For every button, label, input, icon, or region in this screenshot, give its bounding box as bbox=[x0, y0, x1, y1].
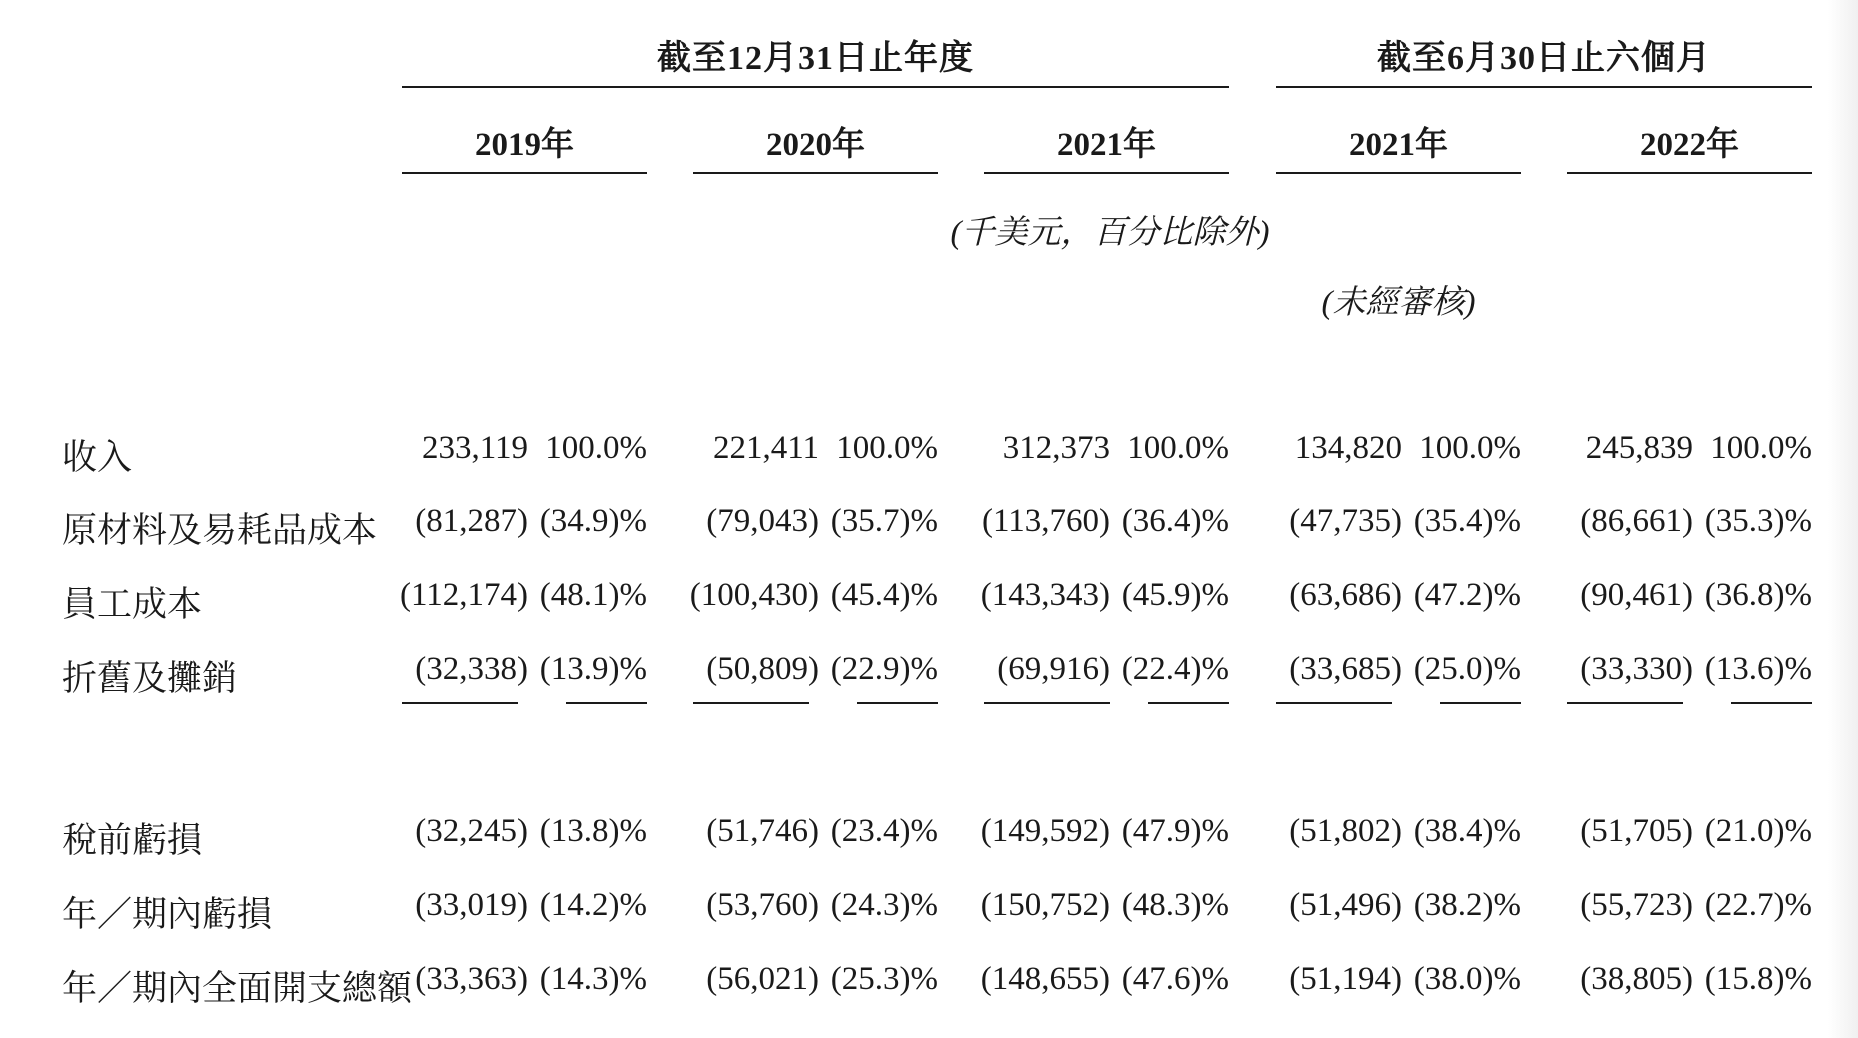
amount-cell: 134,820 bbox=[1294, 430, 1402, 466]
page-edge-shadow bbox=[1828, 0, 1858, 1038]
amount-cell: (69,916) bbox=[997, 651, 1110, 687]
percent-cell: 100.0% bbox=[1127, 430, 1229, 466]
amount-cell: (63,686) bbox=[1289, 577, 1402, 613]
subtotal-rule bbox=[402, 702, 518, 704]
subtotal-rule bbox=[1731, 702, 1812, 704]
amount-cell: (143,343) bbox=[980, 577, 1110, 613]
row-label-loss-for-period: 年／期內虧損 bbox=[62, 895, 273, 934]
percent-cell: (22.9)% bbox=[830, 651, 938, 687]
amount-cell: (32,245) bbox=[415, 813, 528, 849]
percent-cell: (21.0)% bbox=[1704, 813, 1812, 849]
annual-group-header: 截至12月31日止年度 bbox=[657, 40, 974, 77]
year-header-h2021: 2021年 bbox=[1349, 127, 1448, 163]
half-year-group-header: 截至6月30日止六個月 bbox=[1377, 40, 1711, 77]
amount-cell: (33,019) bbox=[415, 887, 528, 923]
year-rule bbox=[984, 172, 1229, 174]
amount-cell: (51,802) bbox=[1289, 813, 1402, 849]
amount-cell: (51,194) bbox=[1289, 961, 1402, 997]
amount-cell: (90,461) bbox=[1580, 577, 1693, 613]
percent-cell: (22.7)% bbox=[1704, 887, 1812, 923]
percent-cell: (34.9)% bbox=[539, 503, 647, 539]
percent-cell: (25.0)% bbox=[1413, 651, 1521, 687]
amount-cell: 312,373 bbox=[1002, 430, 1110, 466]
annual-group-rule bbox=[402, 86, 1229, 88]
percent-cell: (15.8)% bbox=[1704, 961, 1812, 997]
amount-cell: (38,805) bbox=[1580, 961, 1693, 997]
unit-note: (千美元，百分比除外) bbox=[950, 215, 1270, 251]
amount-cell: (113,760) bbox=[981, 503, 1110, 539]
unaudited-note: (未經審核) bbox=[1321, 285, 1476, 321]
amount-cell: (150,752) bbox=[980, 887, 1110, 923]
amount-cell: (148,655) bbox=[980, 961, 1110, 997]
year-header-2021: 2021年 bbox=[1057, 127, 1156, 163]
percent-cell: (47.6)% bbox=[1121, 961, 1229, 997]
amount-cell: (33,363) bbox=[415, 961, 528, 997]
amount-cell: (81,287) bbox=[415, 503, 528, 539]
amount-cell: (33,330) bbox=[1580, 651, 1693, 687]
percent-cell: (36.4)% bbox=[1121, 503, 1229, 539]
year-header-2020: 2020年 bbox=[766, 127, 865, 163]
row-label-staff-costs: 員工成本 bbox=[62, 585, 203, 624]
year-rule bbox=[1276, 172, 1521, 174]
row-label-depreciation: 折舊及攤銷 bbox=[62, 659, 238, 698]
percent-cell: (24.3)% bbox=[830, 887, 938, 923]
percent-cell: (13.8)% bbox=[539, 813, 647, 849]
amount-cell: (112,174) bbox=[399, 577, 528, 613]
amount-cell: (33,685) bbox=[1289, 651, 1402, 687]
percent-cell: (35.3)% bbox=[1704, 503, 1812, 539]
amount-cell: (55,723) bbox=[1580, 887, 1693, 923]
percent-cell: (48.3)% bbox=[1121, 887, 1229, 923]
percent-cell: (48.1)% bbox=[539, 577, 647, 613]
percent-cell: (14.2)% bbox=[539, 887, 647, 923]
subtotal-rule bbox=[1148, 702, 1229, 704]
amount-cell: (47,735) bbox=[1289, 503, 1402, 539]
percent-cell: (47.9)% bbox=[1121, 813, 1229, 849]
percent-cell: (38.4)% bbox=[1413, 813, 1521, 849]
percent-cell: (35.7)% bbox=[830, 503, 938, 539]
amount-cell: (56,021) bbox=[706, 961, 819, 997]
row-label-loss-before-tax: 稅前虧損 bbox=[62, 821, 203, 860]
year-rule bbox=[693, 172, 938, 174]
percent-cell: (23.4)% bbox=[830, 813, 938, 849]
amount-cell: (51,496) bbox=[1289, 887, 1402, 923]
row-label-raw-materials: 原材料及易耗品成本 bbox=[62, 511, 378, 550]
percent-cell: (35.4)% bbox=[1413, 503, 1521, 539]
percent-cell: (13.9)% bbox=[539, 651, 647, 687]
amount-cell: (50,809) bbox=[706, 651, 819, 687]
year-header-h2022: 2022年 bbox=[1640, 127, 1739, 163]
year-rule bbox=[1567, 172, 1812, 174]
percent-cell: 100.0% bbox=[836, 430, 938, 466]
subtotal-rule bbox=[1440, 702, 1521, 704]
amount-cell: (32,338) bbox=[415, 651, 528, 687]
amount-cell: (51,705) bbox=[1580, 813, 1693, 849]
percent-cell: (47.2)% bbox=[1413, 577, 1521, 613]
row-label-total-comprehensive-expense: 年／期內全面開支總額 bbox=[62, 969, 413, 1008]
year-header-2019: 2019年 bbox=[475, 127, 574, 163]
percent-cell: (25.3)% bbox=[830, 961, 938, 997]
amount-cell: (51,746) bbox=[706, 813, 819, 849]
subtotal-rule bbox=[857, 702, 938, 704]
subtotal-rule bbox=[1567, 702, 1683, 704]
subtotal-rule bbox=[984, 702, 1110, 704]
amount-cell: (100,430) bbox=[689, 577, 819, 613]
percent-cell: 100.0% bbox=[1710, 430, 1812, 466]
amount-cell: (149,592) bbox=[980, 813, 1110, 849]
subtotal-rule bbox=[693, 702, 809, 704]
percent-cell: (22.4)% bbox=[1121, 651, 1229, 687]
percent-cell: (45.9)% bbox=[1121, 577, 1229, 613]
percent-cell: 100.0% bbox=[1419, 430, 1521, 466]
half-year-group-rule bbox=[1276, 86, 1812, 88]
percent-cell: (36.8)% bbox=[1704, 577, 1812, 613]
amount-cell: (53,760) bbox=[706, 887, 819, 923]
amount-cell: 221,411 bbox=[712, 430, 819, 466]
subtotal-rule bbox=[1276, 702, 1392, 704]
amount-cell: (79,043) bbox=[706, 503, 819, 539]
row-label-revenue: 收入 bbox=[62, 438, 133, 477]
subtotal-rule bbox=[566, 702, 647, 704]
percent-cell: (38.2)% bbox=[1413, 887, 1521, 923]
year-rule bbox=[402, 172, 647, 174]
percent-cell: 100.0% bbox=[545, 430, 647, 466]
percent-cell: (38.0)% bbox=[1413, 961, 1521, 997]
amount-cell: 233,119 bbox=[421, 430, 528, 466]
amount-cell: 245,839 bbox=[1585, 430, 1693, 466]
percent-cell: (45.4)% bbox=[830, 577, 938, 613]
percent-cell: (14.3)% bbox=[539, 961, 647, 997]
amount-cell: (86,661) bbox=[1580, 503, 1693, 539]
percent-cell: (13.6)% bbox=[1704, 651, 1812, 687]
